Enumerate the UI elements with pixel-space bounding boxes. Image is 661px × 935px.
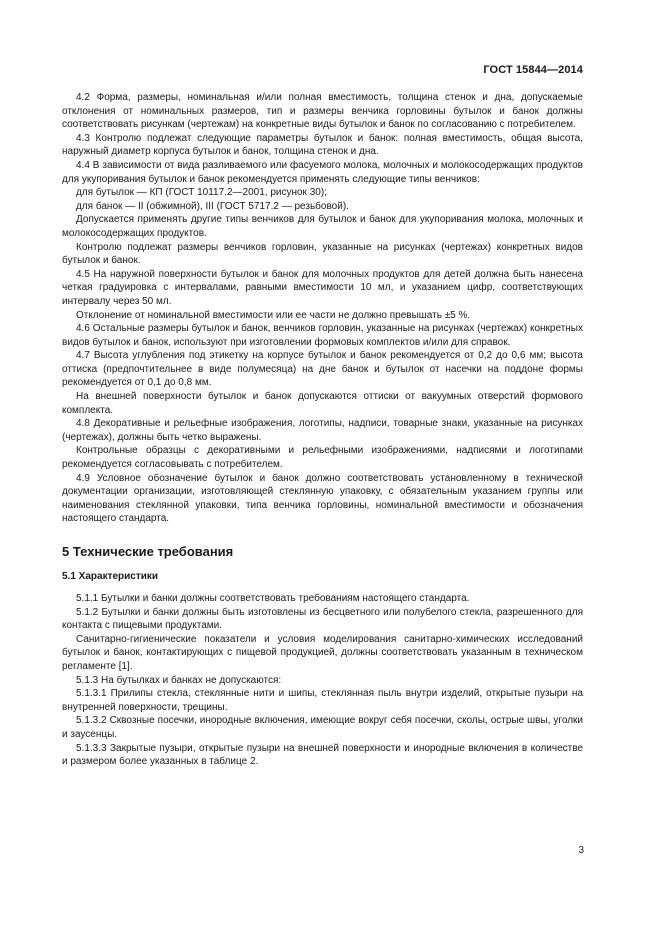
- page-number: 3: [578, 845, 584, 856]
- paragraph-5-1-3-3: 5.1.3.3 Закрытые пузыри, открытые пузыри на внешней поверхности и инородные включения в количестве и размером более указанных в таблице 2.: [62, 742, 583, 768]
- subsection-heading: 5.1 Характеристики: [62, 571, 159, 582]
- paragraph-control-samples: Контрольные образцы с декоративными и рельефными изображениями, надписями и логотипами рекомендуется согласовывать с потребителем.: [62, 445, 583, 471]
- paragraph-other-types: Допускается применять другие типы венчиков для бутылок и банок для укупоривания молока, молочных и молокосодержащих продуктов.: [62, 214, 583, 239]
- list-item-jars: для банок — II (обжимной), III (ГОСТ 5717.2 — резьбовой).: [76, 200, 349, 212]
- paragraph-4-5: 4.5 На наружной поверхности бутылок и банок для молочных продуктов для детей должна быть нанесена четкая градуировка с интервалами, равными вместимости 10 мл, и указанием цифр, соответствующих интервалу через 50 мл.: [62, 268, 583, 307]
- paragraph-5-1-3: 5.1.3 На бутылках и банках не допускаются:: [76, 674, 282, 686]
- paragraph-4-4: 4.4 В зависимости от вида разливаемого или фасуемого молока, молочных и молокосодержащих продуктов для укупоривания бутылок и банок рекомендуется применять следующие типы венчиков:: [62, 159, 583, 185]
- section-heading: 5 Технические требования: [62, 544, 234, 559]
- paragraph-4-7: 4.7 Высота углубления под этикетку на корпусе бутылок и банок рекомендуется от 0,2 до 0,6 мм; высота оттиска (предпочтительнее в виде полумесяца) на дне банок и бутылок от насечки на поддоне формы рекомендуется от 0,1 до 0,8 мм.: [62, 350, 583, 389]
- paragraph-4-3: 4.3 Контролю подлежат следующие параметры бутылок и банок: полная вместимость, общая высота, наружный диаметр корпуса бутылок и банок, толщина стенок и дна.: [62, 132, 583, 158]
- paragraph-5-1-2: 5.1.2 Бутылки и банки должны быть изготовлены из бесцветного или полубелого стекла, разрешенного для контакта с пищевыми продуктами.: [62, 606, 583, 632]
- paragraph-4-6: 4.6 Остальные размеры бутылок и банок, венчиков горловин, указанные на рисунках (чертежах) конкретных видов бутылок и банок, используют при изготовлении формовых комплектов и/или для справок.: [62, 323, 583, 348]
- paragraph-5-1-3-1: 5.1.3.1 Прилипы стекла, стеклянные нити и шипы, стеклянная пыль внутри изделий, открытые пузыри на внутренней поверхности, трещины.: [62, 688, 583, 713]
- paragraph-4-8: 4.8 Декоративные и рельефные изображения, логотипы, надписи, товарные знаки, указанные на рисунках (чертежах), должны быть четко выражены.: [62, 418, 583, 443]
- paragraph-deviation: Отклонение от номинальной вместимости или ее части не должно превышать ±5 %.: [76, 309, 471, 321]
- paragraph-control-sizes: Контролю подлежат размеры венчиков горловин, указанные на рисунках (чертежах) конкретных видов бутылок и банок.: [62, 241, 583, 267]
- paragraph-5-1-3-2: 5.1.3.2 Сквозные посечки, инородные включения, имеющие вокруг себя посечки, сколы, острые швы, уголки и заусенцы.: [62, 715, 583, 740]
- paragraph-sanitary: Санитарно-гигиенические показатели и условия моделирования санитарно-химических исследований бутылок и банок, контактирующих с пищевой продукцией, должны соответствовать указанным в техническом регламенте [1].: [62, 633, 583, 672]
- paragraph-4-2: 4.2 Форма, размеры, номинальная и/или полная вместимость, толщина стенок и дна, допускаемые отклонения от номинальных размеров, тип и размеры венчика горловины бутылок и банок должны соответствовать рисункам (чертежам) на конкретные виды бутылок и банок по согласованию с потребителем.: [62, 92, 583, 131]
- document-body: [62, 91, 583, 769]
- document-code-header: ГОСТ 15844—2014: [483, 64, 583, 76]
- paragraph-5-1-1: 5.1.1 Бутылки и банки должны соответствовать требованиям настоящего стандарта.: [76, 593, 470, 604]
- paragraph-4-9: 4.9 Условное обозначение бутылок и банок должно соответствовать установленному в технической документации организации, изготовляющей стеклянную упаковку, с обязательным указанием группы или наименования стеклянной упаковки, типа венчика горловины, номинальной вместимости и обозначения настоящего стандарта.: [62, 472, 583, 525]
- list-item-bottles: для бутылок — КП (ГОСТ 10117.2—2001, рисунок 30);: [76, 187, 327, 199]
- paragraph-vacuum-imprints: На внешней поверхности бутылок и банок допускаются оттиски от вакуумных отверстий формового комплекта.: [62, 391, 583, 416]
